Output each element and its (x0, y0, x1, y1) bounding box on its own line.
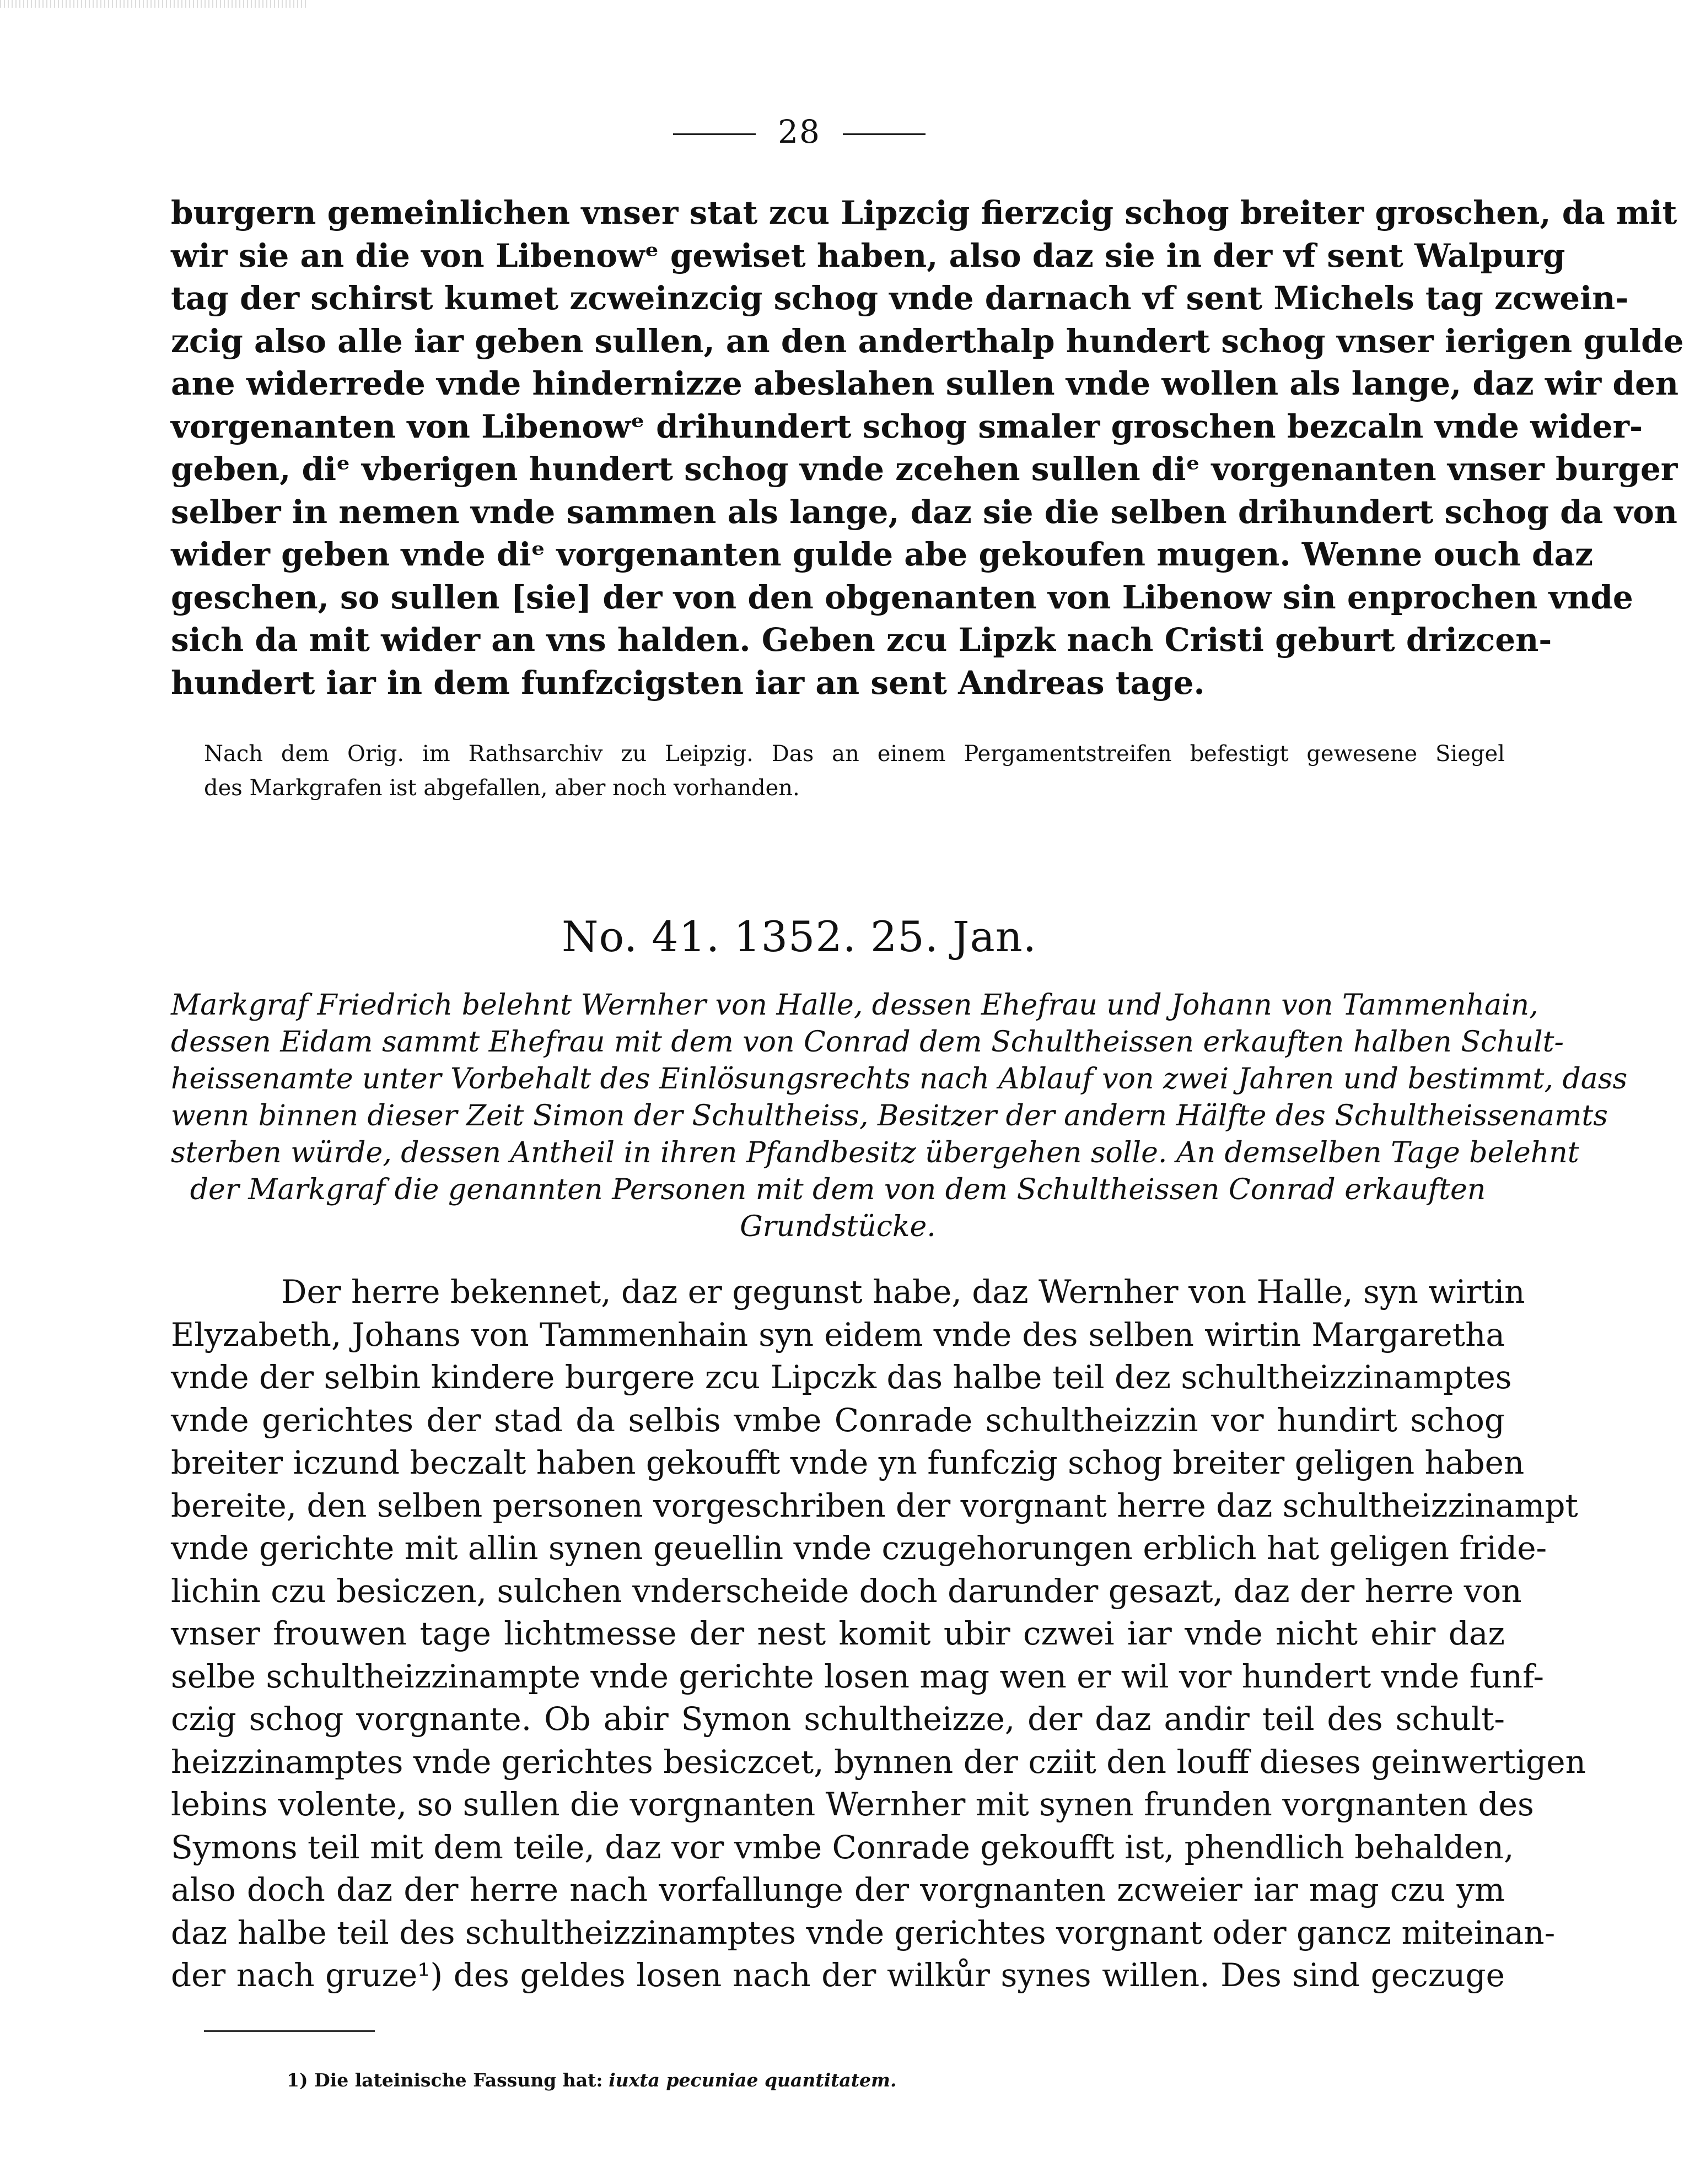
text-line: selber in nemen vnde sammen als lange, daz sie die selben drihundert schog da von (171, 493, 1677, 531)
body-line: czig schog vorgnante. Ob abir Symon schultheizze, der daz andir teil des schult- (171, 1700, 1505, 1738)
footnote-separator (204, 2030, 375, 2032)
continuation-text (171, 192, 1684, 704)
summary-line: dessen Eidam sammt Ehefrau mit dem von Conrad dem Schultheissen erkauften halben Schult- (171, 1026, 1564, 1059)
text-line: burgern gemeinlichen vnser stat zcu Lipzcig fierzcig schog breiter groschen, da mit (171, 194, 1677, 231)
text-line: zcig also alle iar geben sullen, an den anderthalp hundert schog vnser ierigen gulde (171, 322, 1684, 360)
left-dash (673, 133, 756, 135)
body-line: vnde gerichtes der stad da selbis vmbe Conrade schultheizzin vor hundirt schog (171, 1401, 1505, 1439)
body-line: lebins volente, so sullen die vorgnanten Wernher mit synen frunden vorgnanten des (171, 1786, 1534, 1823)
body-line: Der herre bekennet, daz er gegunst habe, daz Wernher von Halle, syn wirtin (281, 1273, 1525, 1311)
body-line: selbe schultheizzinampte vnde gerichte losen mag wen er wil vor hundert vnde funf- (171, 1657, 1544, 1695)
text-line: geben, diᵉ vberigen hundert schog vnde zcehen sullen diᵉ vorgenanten vnser burger (171, 450, 1678, 488)
note-line: Nach dem Orig. im Rathsarchiv zu Leipzig. Das an einem Pergamentstreifen befestigt gewesene Siegel (204, 741, 1505, 767)
body-line: heizzinamptes vnde gerichtes besiczcet, bynnen der cziit den louff dieses geinwertigen (171, 1743, 1586, 1781)
summary-line: heissenamte unter Vorbehalt des Einlösungsrechts nach Ablauf von zwei Jahren und bestimmt, dass (171, 1063, 1628, 1096)
body-line: lichin czu besiczen, sulchen vnderscheide doch darunder gesazt, daz der herre von (171, 1572, 1522, 1610)
body-line: vnser frouwen tage lichtmesse der nest komit ubir czwei iar vnde nicht ehir daz (171, 1615, 1505, 1652)
text-line: ane widerrede vnde hindernizze abeslahen sullen vnde wollen als lange, daz wir den (171, 365, 1679, 402)
body-line: vnde der selbin kindere burgere zcu Lipczk das halbe teil dez schultheizzinamptes (171, 1358, 1512, 1396)
footnote-label: 1) Die lateinische Fassung hat: (287, 2069, 603, 2091)
summary-line: der Markgraf die genannten Personen mit dem von dem Schultheissen Conrad erkauften (190, 1173, 1486, 1206)
page-number-header (0, 113, 1599, 150)
body-line: also doch daz der herre nach vorfallunge der vorgnanten zcweier iar mag czu ym (171, 1871, 1505, 1908)
scan-edge-artifact (0, 0, 309, 8)
text-line: geschen, so sullen [sie] der von den obgenanten von Libenow sin enprochen vnde (171, 578, 1633, 616)
summary-line: Markgraf Friedrich belehnt Wernher von Halle, dessen Ehefrau und Johann von Tammenhain, (171, 989, 1538, 1022)
source-note (204, 737, 1505, 805)
body-line: daz halbe teil des schultheizzinamptes vnde gerichtes vorgnant oder gancz miteinan- (171, 1913, 1556, 1951)
summary-line: wenn binnen dieser Zeit Simon der Schultheiss, Besitzer der andern Hälfte des Schultheissenamts (171, 1099, 1608, 1133)
footnote (287, 2069, 896, 2091)
text-line: wir sie an die von Libenowᵉ gewiset haben, also daz sie in der vf sent Walpurg (171, 236, 1565, 274)
summary-line: Grundstücke. (740, 1210, 936, 1243)
document-body (171, 1271, 1586, 1997)
body-line: breiter iczund beczalt haben gekoufft vnde yn funfczig schog breiter geligen haben (171, 1444, 1525, 1481)
body-line: Symons teil mit dem teile, daz vor vmbe Conrade gekoufft ist, phendlich behalden, (171, 1828, 1514, 1866)
note-line: des Markgrafen ist abgefallen, aber noch vorhanden. (204, 775, 800, 801)
summary-line: sterben würde, dessen Antheil in ihren Pfandbesitz übergehen solle. An demselben Tage belehnt (171, 1136, 1579, 1169)
body-line: vnde gerichte mit allin synen geuellin vnde czugehorungen erblich hat geligen fride- (171, 1529, 1547, 1567)
text-line: sich da mit wider an vns halden. Geben zcu Lipzk nach Cristi geburt drizcen- (171, 621, 1552, 659)
body-line: bereite, den selben personen vorgeschriben der vorgnant herre daz schultheizzinampt (171, 1486, 1578, 1524)
text-line: wider geben vnde diᵉ vorgenanten gulde abe gekoufen mugen. Wenne ouch daz (171, 536, 1594, 573)
footnote-latin-text: iuxta pecuniae quantitatem. (609, 2069, 897, 2091)
right-dash (843, 133, 926, 135)
text-line: hundert iar in dem funfzcigsten iar an sent Andreas tage. (171, 664, 1205, 702)
body-line: der nach gruze¹) des geldes losen nach der wilkůr synes willen. Des sind geczuge (171, 1956, 1505, 1994)
body-line: Elyzabeth, Johans von Tammenhain syn eidem vnde des selben wirtin Margaretha (171, 1315, 1505, 1353)
document-heading: No. 41. 1352. 25. Jan. (562, 912, 1037, 961)
page-number: 28 (778, 113, 821, 150)
document-summary (171, 987, 1628, 1245)
text-line: tag der schirst kumet zcweinzcig schog vnde darnach vf sent Michels tag zcwein- (171, 279, 1629, 317)
text-line: vorgenanten von Libenowᵉ drihundert schog smaler groschen bezcaln vnde wider- (171, 407, 1643, 445)
